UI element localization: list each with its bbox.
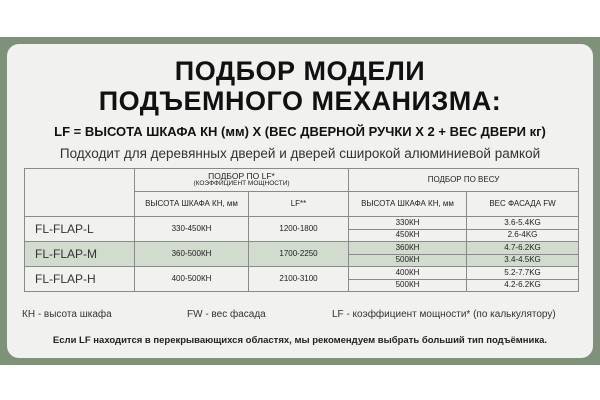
header-group-lf-sublabel: (КОЭФФИЦИЕНТ МОЩНОСТИ)	[193, 180, 290, 188]
sub-weight: 3.6-5.4KG	[467, 217, 579, 230]
height-range: 360-500КН	[135, 242, 249, 267]
sub-height: 450КН	[349, 229, 467, 242]
page-title-line2: ПОДЪЕМНОГО МЕХАНИЗМА:	[98, 86, 502, 116]
subtitle: Подходит для деревянных дверей и дверей сширокой алюминиевой рамкой	[59, 146, 541, 161]
lf-range: 2100-3100	[249, 267, 349, 292]
recommendation-note: Если LF находится в перекрывающихся областях, мы рекомендуем выбрать больший тип подъёмника.	[52, 335, 548, 346]
sub-weight: 4.2-6.2KG	[467, 279, 579, 292]
lf-range: 1700-2250	[249, 242, 349, 267]
legend-kh: КН - высота шкафа	[22, 309, 112, 320]
sub-height: 360КН	[349, 242, 467, 255]
header-group-weight: ПОДБОР ПО ВЕСУ	[349, 169, 579, 192]
sub-weight: 3.4-4.5KG	[467, 254, 579, 267]
table-row-highlighted	[25, 242, 579, 255]
model-name: FL-FLAP-L	[25, 217, 135, 242]
sub-height: 330КН	[349, 217, 467, 230]
header-weight: ВЕС ФАСАДА FW	[467, 192, 579, 217]
sub-weight: 5.2-7.7KG	[467, 267, 579, 280]
header-group-lf-label: ПОДБОР ПО LF*	[208, 170, 275, 181]
sub-height: 500КН	[349, 254, 467, 267]
header-height-weight: ВЫСОТА ШКАФА КН, мм	[349, 192, 467, 217]
sub-weight: 2.6-4KG	[467, 229, 579, 242]
lf-range: 1200-1800	[249, 217, 349, 242]
table-row	[25, 267, 579, 280]
selection-table	[24, 168, 579, 292]
lf-formula: LF = ВЫСОТА ШКАФА КН (мм) Х (ВЕС ДВЕРНОЙ РУЧКИ Х 2 + ВЕС ДВЕРИ кг)	[54, 124, 546, 139]
legend-fw: FW - вес фасада	[187, 309, 266, 320]
table-row	[25, 217, 579, 230]
height-range: 400-500КН	[135, 267, 249, 292]
height-range: 330-450КН	[135, 217, 249, 242]
sub-height: 400КН	[349, 267, 467, 280]
green-frame	[0, 37, 600, 365]
header-group-lf	[135, 169, 349, 192]
table-header-group-row	[25, 169, 579, 192]
page-title-line1: ПОДБОР МОДЕЛИ	[174, 56, 426, 86]
sub-height: 500КН	[349, 279, 467, 292]
content-panel	[7, 44, 593, 358]
model-name: FL-FLAP-M	[25, 242, 135, 267]
header-lf: LF**	[249, 192, 349, 217]
legend-lf: LF - коэффициент мощности* (по калькулятору)	[332, 309, 556, 320]
header-height-lf: ВЫСОТА ШКАФА КН, мм	[135, 192, 249, 217]
table-corner-cell	[25, 169, 135, 217]
model-name: FL-FLAP-H	[25, 267, 135, 292]
sub-weight: 4.7-6.2KG	[467, 242, 579, 255]
